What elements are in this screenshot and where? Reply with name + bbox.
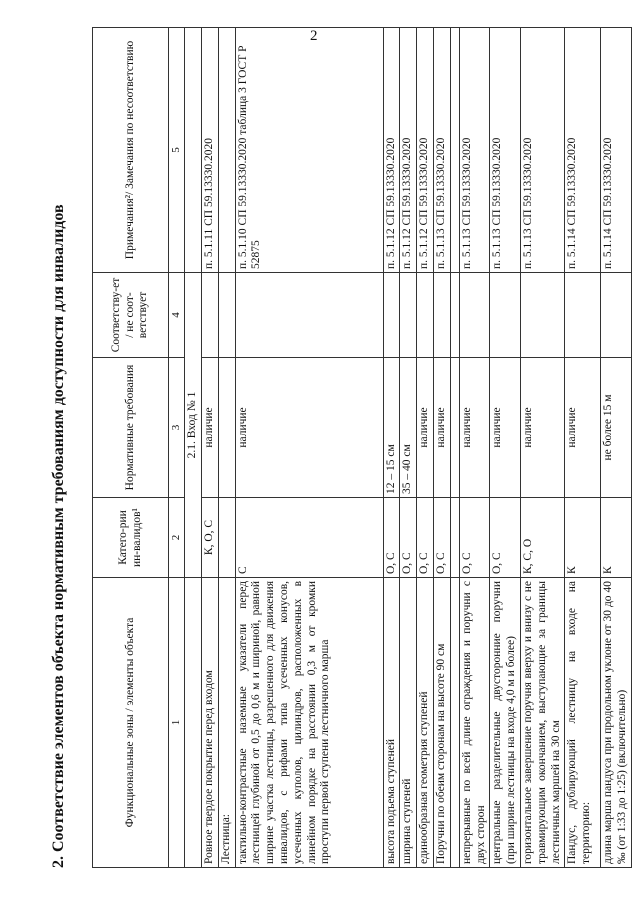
cell-requirement: наличие: [201, 358, 218, 498]
subsection-heading: 2.1. Вход № 1: [185, 273, 202, 578]
table-row: [383, 28, 400, 868]
requirements-table: [92, 27, 632, 868]
cell-note: п. 5.1.13 СП 59.13330.2020: [520, 28, 564, 273]
table-row: [201, 28, 218, 868]
header-requirements: Нормативные требования: [93, 358, 169, 498]
cell-compliance: [417, 273, 434, 358]
cell-requirement: наличие: [565, 358, 601, 498]
cell-categories: К, С, О: [520, 498, 564, 578]
rotated-content: [48, 26, 629, 876]
table-row: [490, 28, 521, 868]
cell-element: Пандус, дублирующий лестницу на входе на территорию:: [565, 578, 601, 868]
cell-compliance: [565, 273, 601, 358]
cell-note: п. 5.1.12 СП 59.13330.2020: [400, 28, 417, 273]
cell-categories: К: [601, 498, 632, 578]
cell-element: длина марша пандуса при продольном уклоне от 30 до 40 ‰ (от 1:33 до 1:25) (включительно): [601, 578, 632, 868]
cell-requirement: наличие: [417, 358, 434, 498]
page-number: 2: [310, 28, 318, 44]
column-number: 1: [169, 578, 185, 868]
cell-requirement: 35 – 40 см: [400, 358, 417, 498]
cell-categories: О, С: [383, 498, 400, 578]
cell-categories: О, С: [490, 498, 521, 578]
cell-note: п. 5.1.11 СП 59.13330.2020: [201, 28, 218, 273]
table-row: [565, 28, 601, 868]
header-compliance: Соответству-ет / не соот-ветствует: [93, 273, 169, 358]
cell-compliance: [459, 273, 490, 358]
cell-compliance: [383, 273, 400, 358]
cell-element: горизонтальное завершение поручня вверху и внизу с не травмирующим окончанием, выступающие за границы лестничных маршей на 30 см: [520, 578, 564, 868]
column-number: 2: [169, 498, 185, 578]
header-elements: Функциональные зоны / элементы объекта: [93, 578, 169, 868]
cell-compliance: [490, 273, 521, 358]
section-title: 2. Соответствие элементов объекта нормативным требованиям доступности для инвалидов: [50, 204, 67, 868]
cell-categories: К, О, С: [201, 498, 218, 578]
cell-note: п. 5.1.14 СП 59.13330.2020: [601, 28, 632, 273]
cell-requirement: наличие: [490, 358, 521, 498]
table-row: [218, 28, 235, 868]
column-number: 3: [169, 358, 185, 498]
cell-compliance: [235, 273, 383, 358]
cell-element: центральные разделительные двусторонние поручни (при ширине лестницы на входе 4,0 м и более): [490, 578, 521, 868]
cell-requirement: наличие: [459, 358, 490, 498]
table-row: [433, 28, 450, 868]
cell-element: Ровное твердое покрытие перед входом: [201, 578, 218, 868]
cell-categories: [218, 498, 235, 578]
cell-note: п. 5.1.13 СП 59.13330.2020: [433, 28, 450, 273]
column-number: 5: [169, 28, 185, 273]
header-categories: Катего-рии ин-валидов¹: [93, 498, 169, 578]
cell-categories: С: [235, 498, 383, 578]
cell-note: п. 5.1.12 СП 59.13330.2020: [383, 28, 400, 273]
cell-note: п. 5.1.14 СП 59.13330.2020: [565, 28, 601, 273]
table-row: [520, 28, 564, 868]
table-row: [400, 28, 417, 868]
cell-compliance: [218, 273, 235, 358]
cell-categories: О, С: [433, 498, 450, 578]
cell-categories: К: [565, 498, 601, 578]
cell-requirement: не более 15 м: [601, 358, 632, 498]
cell-categories: О, С: [400, 498, 417, 578]
cell-note: [218, 28, 235, 273]
cell-note: п. 5.1.13 СП 59.13330.2020: [490, 28, 521, 273]
table-row: [459, 28, 490, 868]
cell-note: п. 5.1.12 СП 59.13330.2020: [417, 28, 434, 273]
cell-requirement: наличие: [235, 358, 383, 498]
cell-requirement: 12 – 15 см: [383, 358, 400, 498]
cell-element: непрерывные по всей длине ограждения и поручни с двух сторон: [459, 578, 490, 868]
cell-requirement: наличие: [520, 358, 564, 498]
cell-element: высота подъема ступеней: [383, 578, 400, 868]
cell-element: ширина ступеней: [400, 578, 417, 868]
table-row: [417, 28, 434, 868]
cell-element: Поручни по обеим сторонам на высоте 90 см: [433, 578, 450, 868]
cell-categories: О, С: [417, 498, 434, 578]
cell-categories: О, С: [459, 498, 490, 578]
table-row: [235, 28, 383, 868]
cell-element: Лестница:: [218, 578, 235, 868]
header-notes: Примечания²/ Замечания по несоответствию: [93, 28, 169, 273]
cell-element: единообразная геометрия ступеней: [417, 578, 434, 868]
cell-note: п. 5.1.10 СП 59.13330.2020 таблица 3 ГОСТ Р 52875: [235, 28, 383, 273]
cell-compliance: [433, 273, 450, 358]
cell-note: п. 5.1.13 СП 59.13330.2020: [459, 28, 490, 273]
cell-element: тактильно-контрастные наземные указатели перед лестницей глубиной от 0,5 до 0,6 м и шириной, равной ширине участка лестницы, разрешенного для движения инвалидов, с рифами типа усеченных конусов, усеченных куполов, цилиндров, расположенных в линейном порядке на расстоянии 0,3 м от кромки проступи первой ступени лестничного марша: [235, 578, 383, 868]
column-number: 4: [169, 273, 185, 358]
cell-compliance: [201, 273, 218, 358]
cell-compliance: [601, 273, 632, 358]
cell-requirement: [218, 358, 235, 498]
cell-compliance: [400, 273, 417, 358]
cell-requirement: наличие: [433, 358, 450, 498]
cell-compliance: [520, 273, 564, 358]
table-row: [601, 28, 632, 868]
